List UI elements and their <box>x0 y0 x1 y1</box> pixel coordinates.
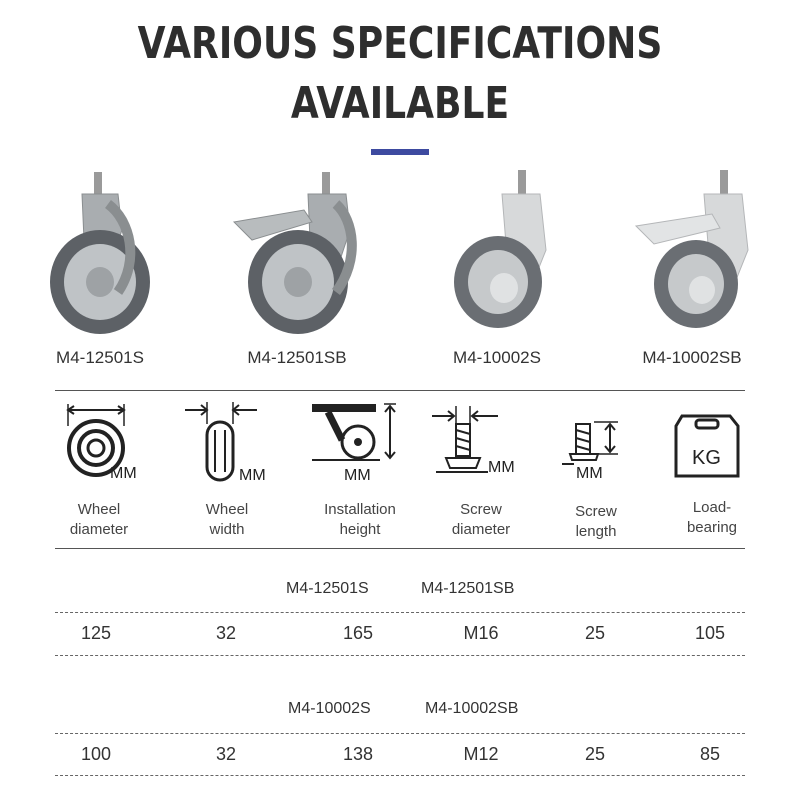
product-name: M4-10002SB <box>642 348 742 367</box>
value-wheel-diameter: 100 <box>80 744 112 764</box>
caster-image-m4-12501sb <box>200 160 400 360</box>
value-wheel-width: 32 <box>215 623 237 643</box>
spec-label-line: Installation <box>324 501 396 518</box>
spec-label-line: Load- <box>692 499 732 516</box>
value-load-bearing: 85 <box>699 744 721 764</box>
dashed-divider <box>55 775 745 776</box>
unit-label: MM <box>110 465 137 482</box>
installation-height-icon <box>308 402 408 486</box>
spec-label-screw-length <box>531 502 661 542</box>
caster-image-m4-10002sb <box>600 160 800 360</box>
spec-label-line: diameter <box>69 521 129 538</box>
value-installation-height: 138 <box>342 744 374 764</box>
page-title-line-1: VARIOUS SPECIFICATIONS <box>137 18 663 69</box>
spec-label-line: height <box>339 521 381 538</box>
dashed-divider <box>55 655 745 656</box>
spec-label-line: Screw <box>460 501 502 518</box>
spec-label-screw-diameter <box>416 500 546 540</box>
group-model-label: M4-12501S <box>286 580 369 597</box>
spec-label-line: bearing <box>686 519 738 536</box>
unit-label: MM <box>239 467 266 484</box>
spec-label-line: width <box>209 521 245 538</box>
divider-top <box>55 390 745 391</box>
unit-label: KG <box>692 447 721 469</box>
unit-label: MM <box>576 465 603 482</box>
value-screw-length: 25 <box>584 623 606 643</box>
caster-image-m4-12501s <box>0 160 200 360</box>
divider-bottom <box>55 548 745 549</box>
screw-length-icon <box>560 402 640 486</box>
spec-label-line: Wheel <box>205 501 249 518</box>
group-model-label: M4-10002S <box>288 700 371 717</box>
caster-image-m4-10002s <box>400 160 600 360</box>
spec-label-installation-height <box>295 500 425 540</box>
unit-label: MM <box>344 467 371 484</box>
spec-label-line: diameter <box>451 521 511 538</box>
product-name: M4-10002S <box>453 348 541 367</box>
spec-label-line: Wheel <box>77 501 121 518</box>
value-installation-height: 165 <box>342 623 374 643</box>
spec-label-wheel-diameter <box>34 500 164 540</box>
value-screw-diameter: M16 <box>463 623 499 643</box>
group-model-label: M4-12501SB <box>421 580 515 597</box>
spec-label-line: length <box>575 523 617 540</box>
product-name: M4-12501S <box>56 348 144 367</box>
product-name: M4-12501SB <box>247 348 347 367</box>
group-model-label: M4-10002SB <box>425 700 519 717</box>
spec-label-load-bearing <box>647 498 777 538</box>
dashed-divider <box>55 733 745 734</box>
dashed-divider <box>55 612 745 613</box>
page-title-line-2: AVAILABLE <box>290 78 510 129</box>
load-bearing-icon <box>672 402 752 482</box>
screw-diameter-icon <box>430 402 534 486</box>
value-load-bearing: 105 <box>694 623 726 643</box>
value-screw-diameter: M12 <box>463 744 499 764</box>
spec-label-line: Screw <box>575 503 617 520</box>
wheel-width-icon <box>185 402 285 486</box>
title-accent-bar <box>371 149 429 155</box>
spec-label-wheel-width <box>162 500 292 540</box>
value-wheel-width: 32 <box>215 744 237 764</box>
value-wheel-diameter: 125 <box>80 623 112 643</box>
unit-label: MM <box>488 459 515 476</box>
wheel-diameter-icon <box>60 402 150 482</box>
value-screw-length: 25 <box>584 744 606 764</box>
